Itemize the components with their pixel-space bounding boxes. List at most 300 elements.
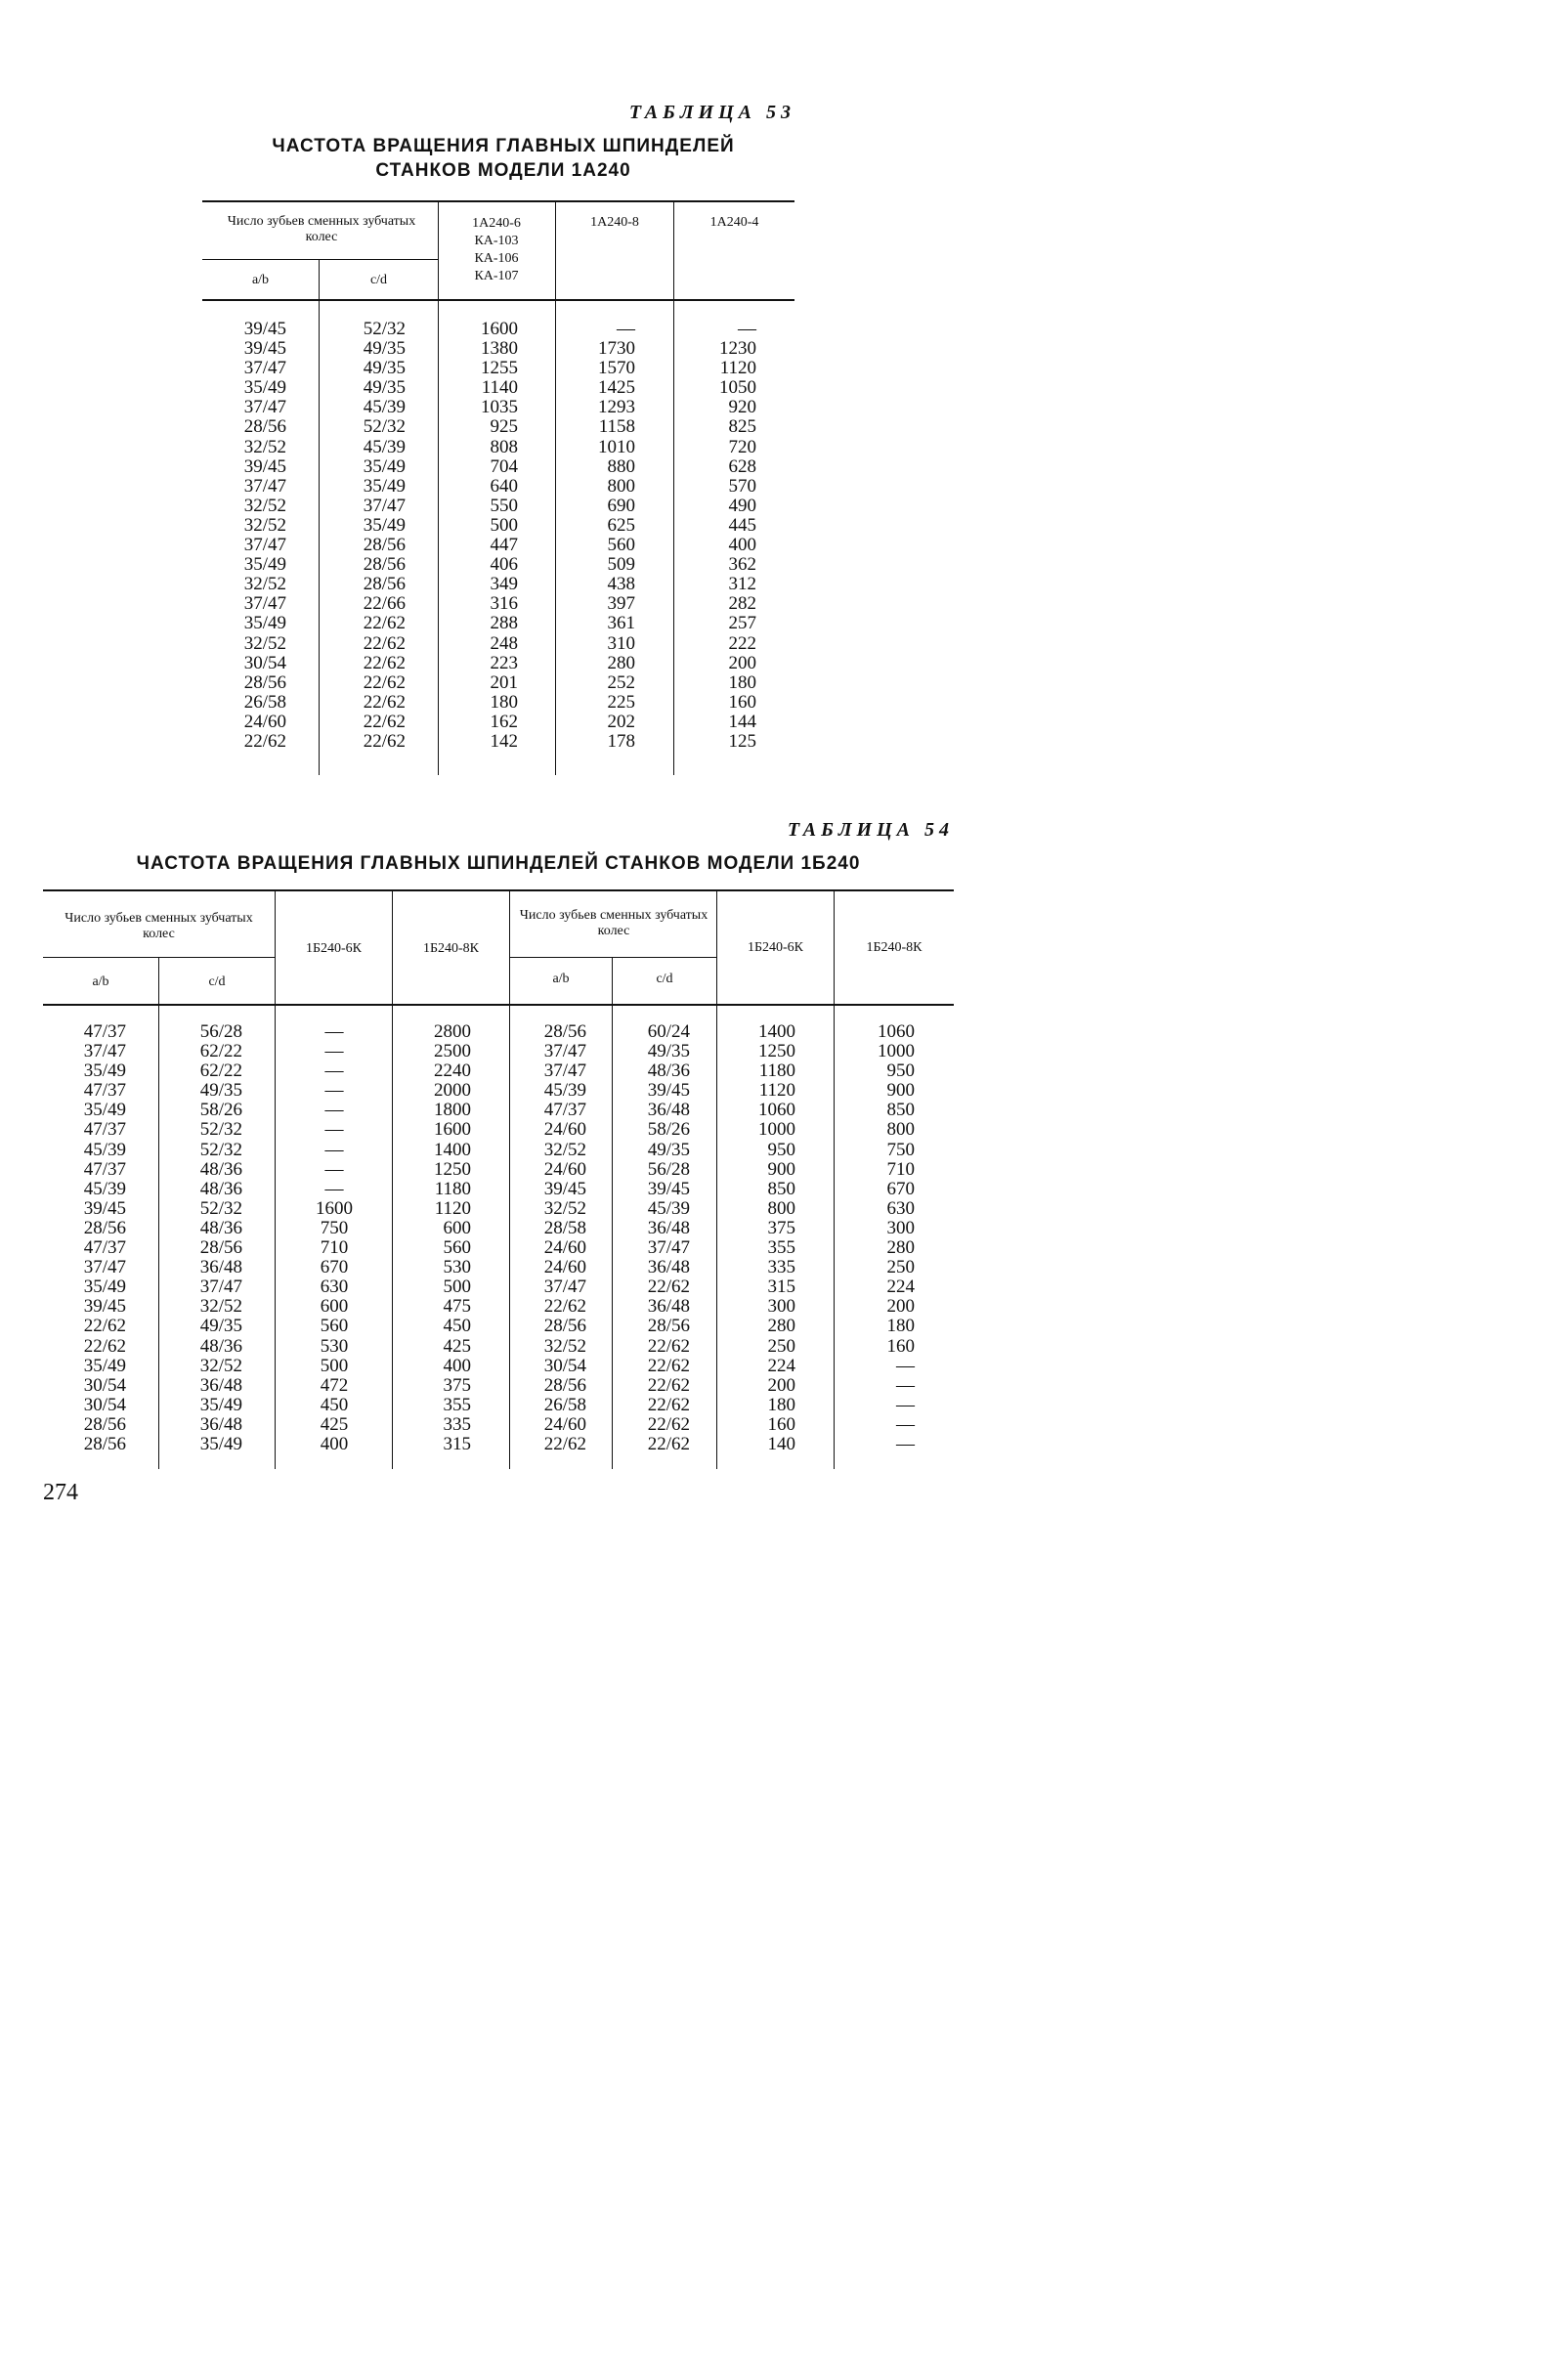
table-cell: 425 (443, 1335, 471, 1357)
table-cell: 850 (886, 1100, 915, 1121)
table-cell: 49/35 (199, 1080, 242, 1102)
table53-column-model3 (674, 320, 756, 752)
table-cell: 670 (886, 1178, 915, 1199)
table-cell: 47/37 (83, 1119, 126, 1141)
table-cell: 1120 (758, 1080, 795, 1102)
table-cell: 125 (728, 730, 756, 752)
table-cell: 800 (607, 475, 635, 497)
table-cell: 39/45 (243, 455, 286, 477)
table-cell: 2240 (434, 1060, 471, 1082)
table-cell: 37/47 (243, 535, 286, 556)
table-cell: 288 (490, 613, 518, 634)
table54-left-column-6k (295, 1022, 373, 1454)
table-cell: 32/52 (243, 632, 286, 654)
table-cell: 375 (443, 1374, 471, 1396)
table-cell: 35/49 (363, 455, 406, 477)
table-cell: 28/56 (543, 1021, 586, 1042)
table-cell: 47/37 (83, 1158, 126, 1180)
table-cell: 1600 (481, 319, 518, 339)
table-cell: 47/37 (83, 1080, 126, 1102)
table-cell: 180 (490, 691, 518, 713)
table-cell: 1230 (719, 338, 756, 360)
table-cell: 22/62 (83, 1335, 126, 1357)
table-cell: 1400 (434, 1139, 471, 1160)
table53-column-ab (202, 320, 286, 752)
table-cell: 32/52 (243, 495, 286, 516)
table-cell: 28/56 (243, 671, 286, 693)
table53-column-model2 (556, 320, 635, 752)
table-cell: 180 (767, 1394, 795, 1415)
table54-number: ТАБЛИЦА 54 (787, 819, 954, 841)
table-cell: 22/62 (647, 1433, 690, 1454)
table-cell: 1000 (878, 1041, 915, 1062)
table-cell: 280 (767, 1316, 795, 1337)
table-cell: — (324, 1158, 344, 1180)
table54-right-column-ab (510, 1022, 586, 1454)
table-cell: 710 (320, 1237, 349, 1259)
table-cell: 60/24 (647, 1021, 690, 1042)
table-cell: 900 (767, 1158, 795, 1180)
table-cell: 825 (728, 416, 756, 438)
table-cell: 22/62 (243, 730, 286, 752)
table-cell: 35/49 (199, 1394, 242, 1415)
table54-right-header-cd: c/d (656, 972, 673, 986)
table-cell: 28/56 (83, 1433, 126, 1454)
table-cell: 49/35 (647, 1041, 690, 1062)
table-cell: 1570 (598, 358, 635, 379)
table-cell: 1400 (758, 1021, 795, 1042)
table-cell: 808 (490, 436, 518, 457)
table-cell: 349 (490, 574, 518, 595)
table54-left-header-6k: 1Б240-6К (305, 941, 363, 956)
table-cell: 1730 (598, 338, 635, 360)
table-cell: 36/48 (647, 1217, 690, 1238)
table-cell: 45/39 (83, 1178, 126, 1199)
table-cell: 28/56 (83, 1217, 126, 1238)
table-cell: 200 (728, 652, 756, 673)
table-cell: 49/35 (363, 358, 406, 379)
table53-title-line2: СТАНКОВ МОДЕЛИ 1А240 (375, 160, 631, 181)
table-cell: 690 (607, 495, 635, 516)
table-cell: 22/62 (83, 1316, 126, 1337)
table-cell: 22/62 (543, 1433, 586, 1454)
table-cell: 509 (607, 554, 635, 576)
table-cell: 1000 (758, 1119, 795, 1141)
table-cell: 30/54 (83, 1394, 126, 1415)
table-cell: 630 (320, 1277, 349, 1298)
table54-right-header-8k: 1Б240-8К (866, 940, 923, 955)
table-cell: 39/45 (647, 1080, 690, 1102)
table-cell: — (738, 319, 756, 339)
table-cell: 37/47 (243, 593, 286, 615)
table-cell: 248 (490, 632, 518, 654)
table-cell: — (324, 1060, 344, 1082)
table-cell: 22/62 (363, 730, 406, 752)
table-cell: 472 (320, 1374, 349, 1396)
table-cell: 447 (490, 535, 518, 556)
table-cell: 36/48 (647, 1100, 690, 1121)
table-cell: 37/47 (199, 1277, 242, 1298)
table-cell: 45/39 (543, 1080, 586, 1102)
table-cell: 39/45 (543, 1178, 586, 1199)
table-cell: 37/47 (543, 1041, 586, 1062)
table-cell: — (324, 1080, 344, 1102)
table-cell: 640 (490, 475, 518, 497)
table-cell: 162 (490, 711, 518, 732)
table-cell: 28/56 (647, 1316, 690, 1337)
table-cell: 35/49 (83, 1355, 126, 1376)
table-cell: 52/32 (199, 1119, 242, 1141)
table-cell: 1600 (316, 1197, 353, 1219)
table54-title: ЧАСТОТА ВРАЩЕНИЯ ГЛАВНЫХ ШПИНДЕЛЕЙ СТАНКОВ МОДЕЛИ 1Б240 (136, 853, 861, 874)
table-cell: 22/62 (363, 652, 406, 673)
table-cell: 530 (320, 1335, 349, 1357)
table-cell: 144 (728, 711, 756, 732)
table-cell: 49/35 (199, 1316, 242, 1337)
table-cell: 1800 (434, 1100, 471, 1121)
table-cell: 1600 (434, 1119, 471, 1141)
table-cell: 710 (886, 1158, 915, 1180)
table-cell: 560 (320, 1316, 349, 1337)
table-cell: — (324, 1041, 344, 1062)
table-cell: — (324, 1021, 344, 1042)
page-number: 274 (43, 1480, 78, 1505)
table-cell: 445 (728, 514, 756, 536)
table-cell: 35/49 (199, 1433, 242, 1454)
table-cell: 530 (443, 1257, 471, 1278)
table-cell: 37/47 (83, 1257, 126, 1278)
table-cell: 35/49 (83, 1060, 126, 1082)
table53-header-teeth: Число зубьев сменных зубчатых колес (227, 214, 416, 244)
table-cell: — (896, 1355, 915, 1376)
table-cell: 24/60 (543, 1413, 586, 1435)
table-cell: 223 (490, 652, 518, 673)
table-cell: 335 (443, 1413, 471, 1435)
table-cell: 24/60 (543, 1158, 586, 1180)
table54-left-header-8k: 1Б240-8К (422, 941, 480, 956)
table-cell: 32/52 (543, 1139, 586, 1160)
table-cell: 438 (607, 574, 635, 595)
table-cell: 24/60 (543, 1257, 586, 1278)
table-cell: 28/56 (363, 554, 406, 576)
table-cell: 32/52 (243, 514, 286, 536)
table-cell: 48/36 (199, 1158, 242, 1180)
table53-header-model3: 1А240-4 (709, 215, 759, 230)
table-cell: 400 (728, 535, 756, 556)
table-cell: 22/62 (647, 1394, 690, 1415)
table-cell: 1250 (758, 1041, 795, 1062)
table-cell: 22/62 (363, 691, 406, 713)
table-cell: 45/39 (363, 436, 406, 457)
table-cell: 30/54 (83, 1374, 126, 1396)
table-cell: 630 (886, 1197, 915, 1219)
table-cell: — (896, 1394, 915, 1415)
table-cell: 1060 (758, 1100, 795, 1121)
table-cell: 316 (490, 593, 518, 615)
table-cell: 49/35 (363, 377, 406, 399)
table-cell: 222 (728, 632, 756, 654)
table-cell: 500 (320, 1355, 349, 1376)
table-cell: 36/48 (199, 1374, 242, 1396)
table-cell: 880 (607, 455, 635, 477)
table-cell: 35/49 (243, 613, 286, 634)
table54-left-column-ab (43, 1022, 126, 1454)
table-cell: 32/52 (199, 1296, 242, 1318)
table-cell: 200 (767, 1374, 795, 1396)
table-cell: 300 (886, 1217, 915, 1238)
table-cell: 1060 (878, 1021, 915, 1042)
table-cell: 37/47 (543, 1277, 586, 1298)
table-cell: 37/47 (243, 475, 286, 497)
table-cell: 47/37 (83, 1021, 126, 1042)
table-cell: 28/56 (363, 574, 406, 595)
table-cell: 26/58 (243, 691, 286, 713)
table-cell: 35/49 (363, 475, 406, 497)
table-cell: 800 (886, 1119, 915, 1141)
table-cell: 400 (443, 1355, 471, 1376)
table-cell: 670 (320, 1257, 349, 1278)
table-cell: 39/45 (83, 1296, 126, 1318)
table-cell: 22/62 (363, 632, 406, 654)
table-cell: 1050 (719, 377, 756, 399)
table-cell: 45/39 (647, 1197, 690, 1219)
table-cell: 47/37 (83, 1237, 126, 1259)
table-cell: 2000 (434, 1080, 471, 1102)
table-cell: 282 (728, 593, 756, 615)
table-cell: 22/62 (647, 1413, 690, 1435)
table-cell: 400 (320, 1433, 349, 1454)
table-cell: 1120 (434, 1197, 471, 1219)
table-cell: 49/35 (647, 1139, 690, 1160)
table-cell: 280 (886, 1237, 915, 1259)
table-cell: 62/22 (199, 1060, 242, 1082)
table-cell: 180 (886, 1316, 915, 1337)
table-cell: 1250 (434, 1158, 471, 1180)
table-cell: 550 (490, 495, 518, 516)
table-cell: 35/49 (83, 1100, 126, 1121)
table-cell: 22/62 (363, 711, 406, 732)
table-cell: 178 (607, 730, 635, 752)
table-cell: 56/28 (647, 1158, 690, 1180)
table-cell: 560 (607, 535, 635, 556)
table-cell: 800 (767, 1197, 795, 1219)
table54-right-column-6k (717, 1022, 795, 1454)
table-cell: 315 (443, 1433, 471, 1454)
table-cell: 52/32 (199, 1139, 242, 1160)
table-cell: 24/60 (543, 1119, 586, 1141)
table53-title-line1: ЧАСТОТА ВРАЩЕНИЯ ГЛАВНЫХ ШПИНДЕЛЕЙ (272, 136, 735, 156)
table-cell: 36/48 (647, 1257, 690, 1278)
table-cell: 22/62 (647, 1374, 690, 1396)
table-cell: 450 (443, 1316, 471, 1337)
table-cell: 62/22 (199, 1041, 242, 1062)
table-cell: 37/47 (543, 1060, 586, 1082)
table-cell: 49/35 (363, 338, 406, 360)
table54-left-column-8k (393, 1022, 471, 1454)
table-cell: 224 (767, 1355, 795, 1376)
table-cell: 142 (490, 730, 518, 752)
table53-header-cd: c/d (369, 273, 388, 287)
table-cell: 48/36 (199, 1335, 242, 1357)
table-cell: 490 (728, 495, 756, 516)
table-cell: 37/47 (647, 1237, 690, 1259)
table-cell: 22/62 (543, 1296, 586, 1318)
table-cell: 2500 (434, 1041, 471, 1062)
table-cell: 925 (490, 416, 518, 438)
table-cell: 48/36 (199, 1178, 242, 1199)
table-cell: — (324, 1178, 344, 1199)
table-cell: 22/66 (363, 593, 406, 615)
table-cell: 28/56 (363, 535, 406, 556)
table-cell: 35/49 (363, 514, 406, 536)
table-cell: 628 (728, 455, 756, 477)
table-cell: 32/52 (543, 1197, 586, 1219)
table-cell: 355 (767, 1237, 795, 1259)
table-cell: — (617, 319, 635, 339)
table53-header-model1: 1А240-6 КА-103 КА-106 КА-107 (472, 216, 521, 283)
table-cell: 1035 (481, 397, 518, 418)
table-cell: 225 (607, 691, 635, 713)
table-cell: 37/47 (363, 495, 406, 516)
table-cell: 1180 (758, 1060, 795, 1082)
table-cell: 180 (728, 671, 756, 693)
table-cell: 22/62 (363, 671, 406, 693)
table-cell: 750 (320, 1217, 349, 1238)
table-cell: 32/52 (199, 1355, 242, 1376)
table-cell: 22/62 (363, 613, 406, 634)
table-cell: 1010 (598, 436, 635, 457)
table-cell: 300 (767, 1296, 795, 1318)
table-cell: 35/49 (243, 377, 286, 399)
table53-column-model1 (439, 320, 518, 752)
table-cell: 22/62 (647, 1355, 690, 1376)
table-cell: 28/58 (543, 1217, 586, 1238)
table-cell: 250 (886, 1257, 915, 1278)
table-cell: 32/52 (243, 436, 286, 457)
table54-left-column-cd (159, 1022, 242, 1454)
table-cell: — (324, 1119, 344, 1141)
table54-left-header-ab: a/b (92, 974, 109, 989)
table-cell: 850 (767, 1178, 795, 1199)
table-cell: — (324, 1100, 344, 1121)
table53-number: ТАБЛИЦА 53 (628, 102, 795, 123)
table53-header-ab: a/b (251, 273, 270, 287)
table-cell: 26/58 (543, 1394, 586, 1415)
table-cell: 250 (767, 1335, 795, 1357)
table54-right-header-ab: a/b (552, 972, 570, 986)
table-cell: 52/32 (363, 319, 406, 339)
table-cell: 52/32 (199, 1197, 242, 1219)
table-cell: 39/45 (243, 319, 286, 339)
table-cell: 39/45 (83, 1197, 126, 1219)
table-cell: 600 (443, 1217, 471, 1238)
table-cell: 28/56 (243, 416, 286, 438)
table-cell: 1158 (598, 416, 635, 438)
table54-right-header-teeth: Число зубьев сменных зубчатых колес (519, 908, 708, 938)
table53-header-model2: 1А240-8 (590, 215, 639, 230)
table-cell: 1293 (598, 397, 635, 418)
table-cell: 570 (728, 475, 756, 497)
table54-left-header-cd: c/d (208, 974, 226, 989)
table-cell: 280 (607, 652, 635, 673)
table-cell: 900 (886, 1080, 915, 1102)
table-cell: 600 (320, 1296, 349, 1318)
table-cell: 2800 (434, 1021, 471, 1042)
table-cell: 750 (886, 1139, 915, 1160)
table-cell: 1140 (481, 377, 518, 399)
table-cell: 37/47 (83, 1041, 126, 1062)
table-cell: 160 (767, 1413, 795, 1435)
table-cell: 28/56 (83, 1413, 126, 1435)
table-cell: 362 (728, 554, 756, 576)
table-cell: 28/56 (199, 1237, 242, 1259)
table-cell: 500 (443, 1277, 471, 1298)
table-cell: — (896, 1413, 915, 1435)
table-cell: 30/54 (243, 652, 286, 673)
table-cell: 406 (490, 554, 518, 576)
table-cell: 475 (443, 1296, 471, 1318)
table54-right-header-6k: 1Б240-6К (747, 940, 804, 955)
table-cell: 45/39 (363, 397, 406, 418)
table-cell: 160 (728, 691, 756, 713)
table-cell: 500 (490, 514, 518, 536)
table-cell: 36/48 (199, 1413, 242, 1435)
table-cell: 52/32 (363, 416, 406, 438)
table-cell: — (896, 1433, 915, 1454)
table-cell: 28/56 (543, 1316, 586, 1337)
table54-left-header-teeth: Число зубьев сменных зубчатых колес (64, 911, 253, 941)
table-cell: 24/60 (543, 1237, 586, 1259)
table-cell: 355 (443, 1394, 471, 1415)
table-cell: 310 (607, 632, 635, 654)
table-cell: 47/37 (543, 1100, 586, 1121)
table-cell: 425 (320, 1413, 349, 1435)
table-cell: 920 (728, 397, 756, 418)
table-cell: 1255 (481, 358, 518, 379)
table-cell: 39/45 (243, 338, 286, 360)
table-cell: 37/47 (243, 358, 286, 379)
table-cell: 375 (767, 1217, 795, 1238)
table-cell: 56/28 (199, 1021, 242, 1042)
table-cell: 625 (607, 514, 635, 536)
table54-right-column-cd (613, 1022, 690, 1454)
table-cell: 361 (607, 613, 635, 634)
table-cell: 312 (728, 574, 756, 595)
table-cell: 24/60 (243, 711, 286, 732)
table-cell: 36/48 (647, 1296, 690, 1318)
table-cell: 202 (607, 711, 635, 732)
table-cell: 560 (443, 1237, 471, 1259)
table-cell: 140 (767, 1433, 795, 1454)
table-cell: 224 (886, 1277, 915, 1298)
table-cell: 200 (886, 1296, 915, 1318)
table-cell: 1180 (434, 1178, 471, 1199)
table-cell: 201 (490, 671, 518, 693)
table-cell: 39/45 (647, 1178, 690, 1199)
table-cell: 58/26 (199, 1100, 242, 1121)
table-cell: 257 (728, 613, 756, 634)
table-cell: — (896, 1374, 915, 1396)
table-cell: 28/56 (543, 1374, 586, 1396)
table-cell: 35/49 (83, 1277, 126, 1298)
table-cell: 1120 (719, 358, 756, 379)
table-cell: 450 (320, 1394, 349, 1415)
table-cell: 1380 (481, 338, 518, 360)
table-cell: 45/39 (83, 1139, 126, 1160)
table-cell: — (324, 1139, 344, 1160)
table-cell: 35/49 (243, 554, 286, 576)
table-cell: 37/47 (243, 397, 286, 418)
